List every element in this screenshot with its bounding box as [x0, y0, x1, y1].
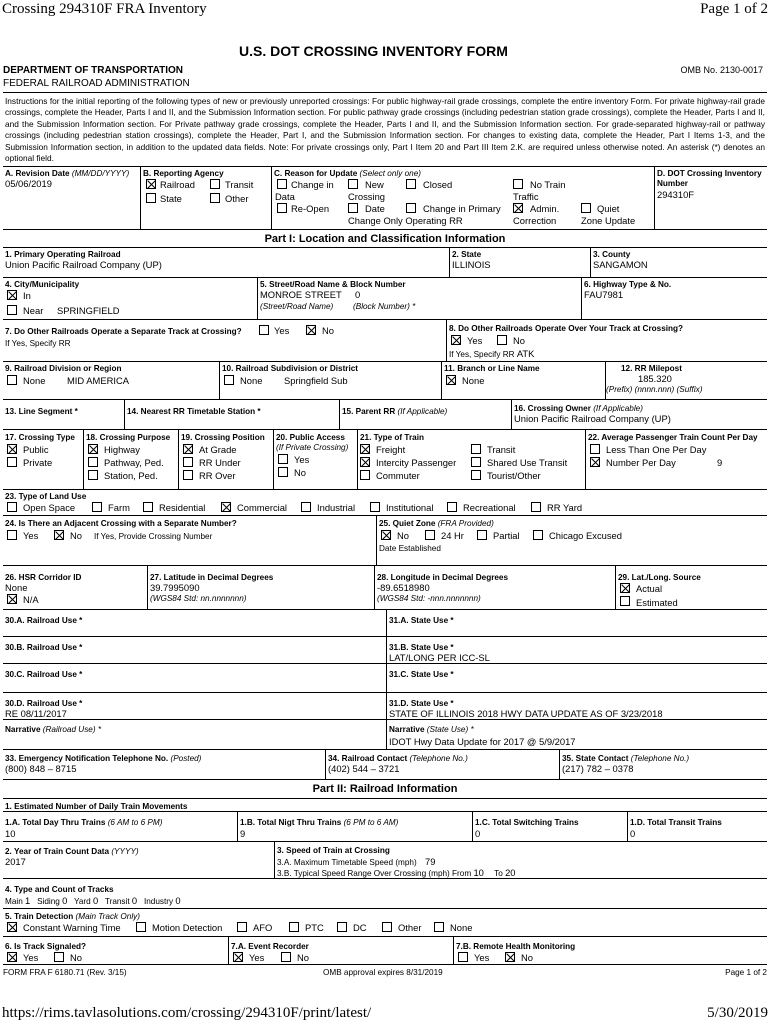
max-speed-row: 3.A. Maximum Timetable Speed (mph) 79: [277, 856, 436, 867]
signaled-yes-checkbox[interactable]: [7, 952, 17, 962]
typical-speed-row: 3.B. Typical Speed Range Over Crossing (mph) From 10 To 20: [277, 867, 516, 878]
over-track-yes-checkbox[interactable]: [451, 335, 461, 345]
quiet-no-label: No: [397, 530, 409, 541]
division-label: 9. Railroad Division or Region: [5, 364, 122, 373]
purpose-pathway-label: Pathway, Ped.: [104, 457, 164, 468]
emergency-phone-label: 33. Emergency Notification Telephone No. (Posted): [5, 754, 202, 763]
speed-to-value: 20: [505, 867, 516, 878]
passenger-number-value: 9: [717, 457, 723, 468]
passenger-number-label: Number Per Day: [606, 457, 676, 468]
crossing-type-public-checkbox[interactable]: [7, 444, 17, 454]
railroad-use-d-label: 30.D. Railroad Use *: [5, 699, 83, 708]
signaled-no-checkbox[interactable]: [54, 952, 64, 962]
city-in-label: In: [23, 290, 31, 301]
print-header-title: Crossing 294310F FRA Inventory: [2, 1, 207, 17]
latitude-hint: (WGS84 Std: nn.nnnnnnn): [150, 594, 247, 603]
passenger-less-one-label: Less Than One Per Day: [606, 444, 707, 455]
subdivision-none-checkbox[interactable]: [224, 375, 234, 385]
reason-change-primary-label: Change in Primary: [423, 203, 501, 214]
source-actual-label: Actual: [636, 583, 663, 594]
form-page-number: Page 1 of 2: [725, 968, 767, 977]
land-residential-checkbox[interactable]: [143, 502, 153, 512]
purpose-highway-label: Highway: [104, 444, 140, 455]
public-access-label: 20. Public Access: [276, 433, 345, 442]
land-rr-yard-checkbox[interactable]: [531, 502, 541, 512]
instructions-text: Instructions for the initial reporting of the following types of new or previously unreported crossings: For public highway-rail grade crossings, complete the entire inventory Form. For private highway-rail grade crossings, complete the Header, Parts I and II, and the Submission Information section. For public pathway grade crossings (including pedestrian station grade crossings), complete the Header, Parts I and II, and the Submission Information section. For Private pathway grade crossings, complete the Header, Parts I and II, and the Submission Information section. For grade-separated highway-rail or pathway crossings (including pedestrian station crossings), complete the Header, Part I, and the Submission Information section. For changes to existing data, complete the Header, Part I Items 1-3, and the Submission Information section, in addition to the updated data fields. Note: For private crossings only, Part I Item 20 and Part III Item 2.K. are required unless otherwise noted. An asterisk (*) denotes an optional field.: [5, 96, 765, 164]
state-label: 2. State: [452, 250, 482, 259]
state-contact-value: (217) 782 – 0378: [562, 763, 634, 774]
land-institutional-label: Institutional: [386, 502, 434, 513]
crossing-purpose-label: 18. Crossing Purpose: [86, 433, 171, 442]
railroad-use-a-label: 30.A. Railroad Use *: [5, 616, 83, 625]
adjacent-yes-label: Yes: [23, 530, 39, 541]
remote-health-label: 7.B. Remote Health Monitoring: [456, 942, 576, 951]
adjacent-no-label: No: [70, 530, 82, 541]
crossing-owner-value: Union Pacific Railroad Company (UP): [514, 413, 671, 424]
crossing-inventory-form: [3, 44, 767, 999]
street-value: MONROE STREET: [260, 289, 342, 300]
land-farm-label: Farm: [108, 502, 130, 513]
tracks-counts: Main 1 Siding 0 Yard 0 Transit 0 Industry 0: [5, 895, 181, 906]
agency-other-label: Other: [225, 193, 249, 204]
daily-movements-label: 1. Estimated Number of Daily Train Movements: [5, 802, 188, 811]
reason-admin-correction-checkbox[interactable]: [513, 203, 523, 213]
train-transit-checkbox[interactable]: [471, 444, 481, 454]
branch-none-checkbox[interactable]: [446, 375, 456, 385]
railroad-use-d-value: RE 08/11/2017: [5, 708, 67, 719]
milepost-hint: (Prefix) (nnnn.nnn) (Suffix): [606, 385, 703, 394]
public-access-no-label: No: [294, 467, 306, 478]
state-use-a-label: 31.A. State Use *: [389, 616, 454, 625]
remote-health-yes-checkbox[interactable]: [458, 952, 468, 962]
purpose-highway-checkbox[interactable]: [88, 444, 98, 454]
train-detection-label: 5. Train Detection (Main Track Only): [5, 912, 140, 921]
railroad-contact-value: (402) 544 – 3721: [328, 763, 400, 774]
form-number: FORM FRA F 6180.71 (Rev. 3/15): [3, 968, 127, 977]
agency-transit-label: Transit: [225, 179, 254, 190]
timetable-station-label: 14. Nearest RR Timetable Station *: [127, 407, 261, 416]
latitude-value: 39.7995090: [150, 582, 200, 593]
train-freight-checkbox[interactable]: [360, 444, 370, 454]
tracks-label: 4. Type and Count of Tracks: [5, 885, 114, 894]
revision-date-value: 05/06/2019: [5, 178, 52, 189]
dot-number-label-2: Number: [657, 179, 688, 188]
narrative-state-label: Narrative (State Use) *: [389, 725, 474, 734]
passenger-count-label: 22. Average Passenger Train Count Per Day: [588, 433, 758, 442]
train-speed-label: 3. Speed of Train at Crossing: [277, 846, 390, 855]
quiet-date-label: Date Established: [379, 544, 441, 553]
reason-no-train-label: No Train: [530, 179, 566, 190]
quiet-partial-checkbox[interactable]: [477, 530, 487, 540]
subdivision-value: Springfield Sub: [284, 375, 348, 386]
public-access-yes-checkbox[interactable]: [278, 454, 288, 464]
remote-health-no-checkbox[interactable]: [505, 952, 515, 962]
adjacent-ifyes: If Yes, Provide Crossing Number: [94, 532, 213, 541]
position-rr-under-checkbox[interactable]: [183, 457, 193, 467]
adjacent-no-checkbox[interactable]: [54, 530, 64, 540]
reason-change-primary-checkbox[interactable]: [406, 203, 416, 213]
reason-closed-label: Closed: [423, 179, 453, 190]
quiet-zone-label: 25. Quiet Zone (FRA Provided): [379, 519, 494, 528]
street-label: 5. Street/Road Name & Block Number: [260, 280, 406, 289]
reason-reopen-checkbox[interactable]: [277, 203, 287, 213]
night-thru-value: 9: [240, 828, 246, 839]
block-hint: (Block Number) *: [353, 302, 416, 311]
position-at-grade-checkbox[interactable]: [183, 444, 193, 454]
remote-health-no-label: No: [521, 952, 533, 963]
state-use-c-label: 31.C. State Use *: [389, 670, 454, 679]
reason-no-train-traffic-checkbox[interactable]: [513, 179, 523, 189]
night-thru-label: 1.B. Total Nigt Thru Trains (6 PM to 6 AM): [240, 818, 399, 827]
reason-date-checkbox[interactable]: [348, 203, 358, 213]
train-count-year-value: 2017: [5, 856, 26, 867]
longitude-value: -89.6518980: [377, 582, 430, 593]
street-hint: (Street/Road Name): [260, 302, 334, 311]
land-residential-label: Residential: [159, 502, 206, 513]
browser-print-header: [0, 0, 770, 22]
quiet-24hr-label: 24 Hr: [441, 530, 464, 541]
switching-value: 0: [475, 828, 481, 839]
track-signaled-label: 6. Is Track Signaled?: [5, 942, 86, 951]
adjacent-crossing-label: 24. Is There an Adjacent Crossing with a Separate Number?: [5, 519, 237, 528]
railroad-contact-label: 34. Railroad Contact (Telephone No.): [328, 754, 468, 763]
browser-print-footer: [0, 1004, 770, 1024]
speed-from-value: 10: [473, 867, 484, 878]
narrative-state-value: IDOT Hwy Data Update for 2017 @ 5/9/2017: [389, 736, 576, 747]
land-institutional-checkbox[interactable]: [370, 502, 380, 512]
separate-track-no-label: No: [322, 325, 334, 336]
purpose-pathway-checkbox[interactable]: [88, 457, 98, 467]
train-count-year-label: 2. Year of Train Count Data (YYYY): [5, 847, 139, 856]
crossing-type-public-label: Public: [23, 444, 49, 455]
day-thru-value: 10: [5, 828, 16, 839]
over-track-no-checkbox[interactable]: [497, 335, 507, 345]
reason-quiet-zone-checkbox[interactable]: [581, 203, 591, 213]
switching-label: 1.C. Total Switching Trains: [475, 818, 579, 827]
detection-ptc-checkbox[interactable]: [289, 922, 299, 932]
event-recorder-no-checkbox[interactable]: [281, 952, 291, 962]
agency-transit-checkbox[interactable]: [210, 179, 220, 189]
state-use-b-label: 31.B. State Use *: [389, 643, 454, 652]
signaled-no-label: No: [70, 952, 82, 963]
reason-traffic-label: Traffic: [513, 191, 539, 202]
event-recorder-yes-label: Yes: [249, 952, 265, 963]
railroad-use-b-label: 30.B. Railroad Use *: [5, 643, 83, 652]
over-track-ifyes: If Yes, Specify RR ATK: [449, 348, 535, 359]
latitude-label: 27. Latitude in Decimal Degrees: [150, 573, 274, 582]
dot-number-label: D. DOT Crossing Inventory: [657, 169, 762, 178]
agency-other-checkbox[interactable]: [210, 193, 220, 203]
train-type-label: 21. Type of Train: [360, 433, 424, 442]
reason-date-label: Date: [365, 203, 385, 214]
crossing-position-label: 19. Crossing Position: [181, 433, 265, 442]
print-footer-url: https://rims.tavlasolutions.com/crossing/294310F/print/latest/: [2, 1005, 372, 1021]
remote-health-yes-label: Yes: [474, 952, 490, 963]
source-estimated-checkbox[interactable]: [620, 596, 630, 606]
source-estimated-label: Estimated: [636, 597, 678, 608]
separate-track-label: 7. Do Other Railroads Operate a Separate Track at Crossing?: [5, 327, 242, 336]
hsr-na-label: N/A: [23, 594, 39, 605]
over-track-rr-value: ATK: [516, 348, 535, 359]
county-label: 3. County: [593, 250, 631, 259]
public-access-yes-label: Yes: [294, 454, 310, 465]
reason-data-label: Data: [275, 191, 295, 202]
latlong-source-label: 29. Lat./Long. Source: [618, 573, 701, 582]
reason-crossing-label: Crossing: [348, 191, 385, 202]
position-rr-over-label: RR Over: [199, 470, 236, 481]
public-access-hint: (If Private Crossing): [276, 443, 349, 452]
omb-number: OMB No. 2130-0017: [680, 65, 763, 75]
train-commuter-label: Commuter: [376, 470, 420, 481]
railroad-use-c-label: 30.C. Railroad Use *: [5, 670, 83, 679]
detection-other-label: Other: [398, 922, 422, 933]
branch-label: 11. Branch or Line Name: [444, 364, 540, 373]
state-use-d-value: STATE OF ILLINOIS 2018 HWY DATA UPDATE AS OF 3/23/2018: [389, 708, 663, 719]
revision-date-label: A. Revision Date (MM/DD/YYYY): [5, 169, 130, 178]
train-shared-label: Shared Use Transit: [487, 457, 568, 468]
city-value: SPRINGFIELD: [57, 305, 120, 316]
land-use-label: 23. Type of Land Use: [5, 492, 87, 501]
detection-other-checkbox[interactable]: [382, 922, 392, 932]
position-rr-under-label: RR Under: [199, 457, 241, 468]
detection-motion-label: Motion Detection: [152, 922, 223, 933]
detection-afo-checkbox[interactable]: [237, 922, 247, 932]
train-freight-label: Freight: [376, 444, 406, 455]
detection-afo-label: AFO: [253, 922, 273, 933]
primary-railroad-label: 1. Primary Operating Railroad: [5, 250, 121, 259]
reporting-agency-label: B. Reporting Agency: [143, 169, 224, 178]
land-farm-checkbox[interactable]: [92, 502, 102, 512]
reason-change-only-label: Change Only Operating RR: [348, 215, 463, 226]
quiet-no-checkbox[interactable]: [381, 530, 391, 540]
subdivision-label: 10. Railroad Subdivision or District: [222, 364, 359, 373]
position-at-grade-label: At Grade: [199, 444, 237, 455]
emergency-phone-value: (800) 848 – 8715: [5, 763, 77, 774]
reason-closed-checkbox[interactable]: [406, 179, 416, 189]
county-value: SANGAMON: [593, 259, 648, 270]
reason-new-crossing-checkbox[interactable]: [348, 179, 358, 189]
line-segment-label: 13. Line Segment *: [5, 407, 78, 416]
form-title: U.S. DOT CROSSING INVENTORY FORM: [239, 43, 508, 59]
part2-title: Part II: Railroad Information: [312, 783, 458, 795]
longitude-label: 28. Longitude in Decimal Degrees: [377, 573, 509, 582]
over-track-label: 8. Do Other Railroads Operate Over Your Track at Crossing?: [449, 324, 684, 333]
position-rr-over-checkbox[interactable]: [183, 470, 193, 480]
hsr-value: None: [5, 582, 28, 593]
state-use-d-label: 31.D. State Use *: [389, 699, 454, 708]
public-access-no-checkbox[interactable]: [278, 467, 288, 477]
division-none-checkbox[interactable]: [7, 375, 17, 385]
parent-rr-label: 15. Parent RR (If Applicable): [342, 407, 448, 416]
detection-cwt-checkbox[interactable]: [7, 922, 17, 932]
detection-none-label: None: [450, 922, 473, 933]
separate-track-yes-label: Yes: [274, 325, 290, 336]
agency-name: FEDERAL RAILROAD ADMINISTRATION: [3, 78, 190, 89]
passenger-number-checkbox[interactable]: [590, 457, 600, 467]
land-recreational-checkbox[interactable]: [447, 502, 457, 512]
department-name: DEPARTMENT OF TRANSPORTATION: [3, 65, 183, 76]
reason-change-in-data-checkbox[interactable]: [277, 179, 287, 189]
purpose-station-checkbox[interactable]: [88, 470, 98, 480]
separate-track-yes-checkbox[interactable]: [259, 325, 269, 335]
land-commercial-checkbox[interactable]: [221, 502, 231, 512]
quiet-24hr-checkbox[interactable]: [425, 530, 435, 540]
source-actual-checkbox[interactable]: [620, 583, 630, 593]
state-value: ILLINOIS: [452, 259, 491, 270]
crossing-type-private-checkbox[interactable]: [7, 457, 17, 467]
reason-zone-update-label: Zone Update: [581, 215, 636, 226]
passenger-less-one-checkbox[interactable]: [590, 444, 600, 454]
narrative-railroad-label: Narrative (Railroad Use) *: [5, 725, 102, 734]
dot-number-value: 294310F: [657, 189, 695, 200]
separate-track-no-checkbox[interactable]: [306, 325, 316, 335]
reason-reopen-label: Re-Open: [291, 203, 330, 214]
event-recorder-no-label: No: [297, 952, 309, 963]
division-none-label: None: [23, 375, 46, 386]
max-speed-value: 79: [424, 856, 436, 867]
detection-ptc-label: PTC: [305, 922, 324, 933]
quiet-chicago-label: Chicago Excused: [549, 530, 622, 541]
detection-motion-checkbox[interactable]: [136, 922, 146, 932]
crossing-owner-label: 16. Crossing Owner (If Applicable): [514, 404, 643, 413]
state-use-b-value: LAT/LONG PER ICC-SL: [389, 652, 490, 663]
division-value: MID AMERICA: [67, 375, 129, 386]
train-tourist-checkbox[interactable]: [471, 470, 481, 480]
signaled-yes-label: Yes: [23, 952, 39, 963]
agency-state-checkbox[interactable]: [146, 193, 156, 203]
reason-change-in-label: Change in: [291, 179, 334, 190]
land-industrial-checkbox[interactable]: [301, 502, 311, 512]
detection-dc-checkbox[interactable]: [337, 922, 347, 932]
part1-title: Part I: Location and Classification Information: [264, 233, 506, 245]
city-label: 4. City/Municipality: [5, 280, 80, 289]
agency-railroad-label: Railroad: [160, 179, 195, 190]
omb-expiration: OMB approval expires 8/31/2019: [323, 968, 443, 977]
crossing-type-label: 17. Crossing Type: [5, 433, 75, 442]
hsr-label: 26. HSR Corridor ID: [5, 573, 82, 582]
reason-new-label: New: [365, 179, 384, 190]
over-track-no-label: No: [513, 335, 525, 346]
branch-none-label: None: [462, 375, 485, 386]
milepost-value: 185.320: [638, 373, 672, 384]
highway-type-label: 6. Highway Type & No.: [584, 280, 672, 289]
day-thru-label: 1.A. Total Day Thru Trains (6 AM to 6 PM): [5, 818, 163, 827]
block-number-value: 0: [355, 289, 361, 300]
train-intercity-checkbox[interactable]: [360, 457, 370, 467]
agency-railroad-checkbox[interactable]: [146, 179, 156, 189]
crossing-type-private-label: Private: [23, 457, 53, 468]
quiet-partial-label: Partial: [493, 530, 520, 541]
highway-type-value: FAU7981: [584, 289, 624, 300]
milepost-label: 12. RR Milepost: [621, 364, 682, 373]
over-track-yes-label: Yes: [467, 335, 483, 346]
adjacent-yes-checkbox[interactable]: [7, 530, 17, 540]
train-shared-checkbox[interactable]: [471, 457, 481, 467]
reason-update-label: C. Reason for Update (Select only one): [274, 169, 421, 178]
detection-dc-label: DC: [353, 922, 367, 933]
city-in-checkbox[interactable]: [7, 290, 17, 300]
reason-correction-label: Correction: [513, 215, 557, 226]
land-industrial-label: Industrial: [317, 502, 356, 513]
land-rr-yard-label: RR Yard: [547, 502, 583, 513]
event-recorder-label: 7.A. Event Recorder: [231, 942, 309, 951]
detection-cwt-label: Constant Warning Time: [23, 922, 121, 933]
print-footer-date: 5/30/2019: [707, 1005, 768, 1021]
purpose-station-label: Station, Ped.: [104, 470, 158, 481]
reason-quiet-label: Quiet: [597, 203, 620, 214]
city-near-checkbox[interactable]: [7, 305, 17, 315]
separate-track-ifyes: If Yes, Specify RR: [5, 339, 71, 348]
print-header-page: Page 1 of 2: [700, 1, 768, 17]
land-open-label: Open Space: [23, 502, 76, 513]
event-recorder-yes-checkbox[interactable]: [233, 952, 243, 962]
train-intercity-label: Intercity Passenger: [376, 457, 457, 468]
detection-none-checkbox[interactable]: [434, 922, 444, 932]
city-near-label: Near: [23, 305, 44, 316]
transit-trains-label: 1.D. Total Transit Trains: [630, 818, 722, 827]
primary-railroad-value: Union Pacific Railroad Company (UP): [5, 259, 162, 270]
subdivision-none-label: None: [240, 375, 263, 386]
land-commercial-label: Commercial: [237, 502, 288, 513]
hsr-na-checkbox[interactable]: [7, 594, 17, 604]
reason-admin-label: Admin.: [530, 203, 560, 214]
land-open-checkbox[interactable]: [7, 502, 17, 512]
train-tourist-label: Tourist/Other: [487, 470, 541, 481]
agency-state-label: State: [160, 193, 182, 204]
train-commuter-checkbox[interactable]: [360, 470, 370, 480]
transit-trains-value: 0: [630, 828, 636, 839]
longitude-hint: (WGS84 Std: -nnn.nnnnnnn): [377, 594, 481, 603]
train-transit-label: Transit: [487, 444, 516, 455]
state-contact-label: 35. State Contact (Telephone No.): [562, 754, 690, 763]
quiet-chicago-checkbox[interactable]: [533, 530, 543, 540]
land-recreational-label: Recreational: [463, 502, 516, 513]
